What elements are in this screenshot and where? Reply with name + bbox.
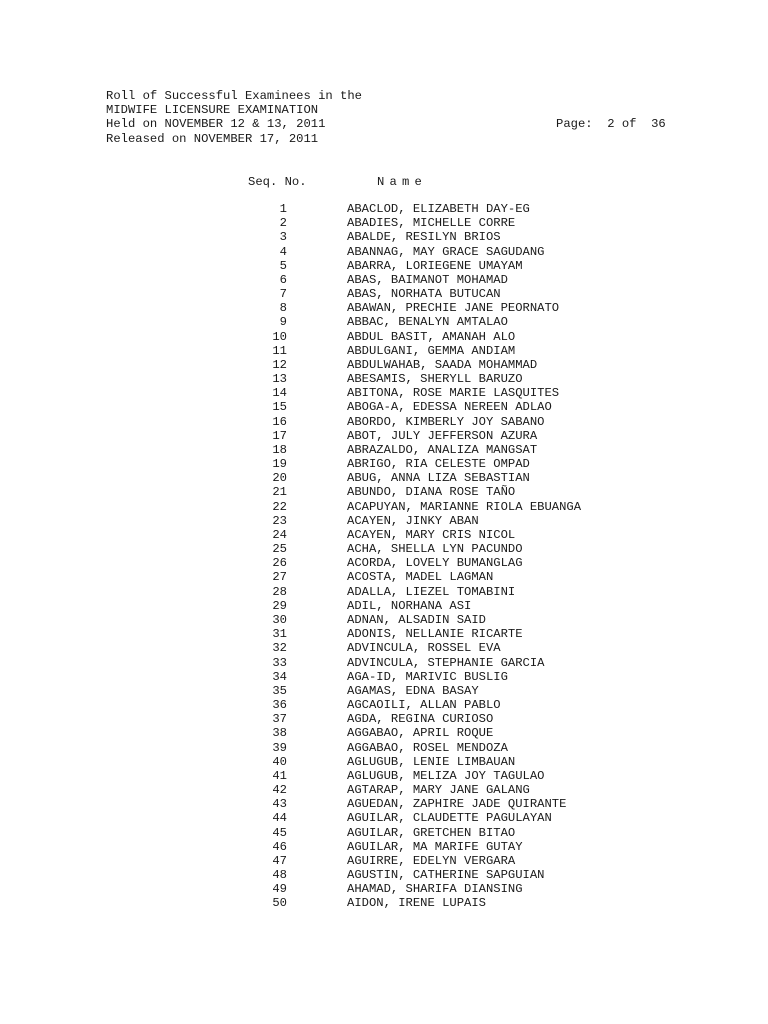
examinee-name: ABAWAN, PRECHIE JANE PEORNATO (347, 301, 560, 316)
examinee-name: AGUIRRE, EDELYN VERGARA (347, 853, 516, 868)
examinee-name: ADIL, NORHANA ASI (347, 598, 472, 613)
column-header-seq: Seq. No. (248, 175, 307, 189)
examinee-name: ABUG, ANNA LIZA SEBASTIAN (347, 471, 530, 486)
seq-number: 46 (272, 839, 287, 854)
list-item (0, 613, 768, 627)
list-item (0, 315, 768, 329)
list-item (0, 230, 768, 244)
seq-number: 5 (279, 258, 287, 273)
seq-number: 12 (272, 357, 287, 372)
examinee-name: ABESAMIS, SHERYLL BARUZO (347, 372, 523, 387)
examinee-name: AGUILAR, CLAUDETTE PAGULAYAN (347, 811, 552, 826)
examinee-name: ABACLOD, ELIZABETH DAY-EG (347, 202, 530, 216)
list-item (0, 570, 768, 584)
list-item (0, 245, 768, 259)
examinee-name: AGUEDAN, ZAPHIRE JADE QUIRANTE (347, 797, 567, 812)
header-title: Roll of Successful Examinees in the (106, 89, 362, 103)
list-item (0, 712, 768, 726)
list-item (0, 344, 768, 358)
list-item (0, 826, 768, 840)
list-item (0, 656, 768, 670)
examinee-name: AGAMAS, EDNA BASAY (347, 683, 479, 698)
examinee-name: ABDULGANI, GEMMA ANDIAM (347, 343, 516, 358)
examinee-name: ABORDO, KIMBERLY JOY SABANO (347, 414, 545, 429)
examinee-name: ABADIES, MICHELLE CORRE (347, 216, 516, 231)
examinee-name: ADVINCULA, STEPHANIE GARCIA (347, 655, 545, 670)
seq-number: 2 (279, 216, 287, 231)
examinee-name: ABOT, JULY JEFFERSON AZURA (347, 428, 538, 443)
examinee-name: AGGABAO, APRIL ROQUE (347, 726, 494, 741)
seq-number: 20 (272, 471, 287, 486)
header-release-date: Released on NOVEMBER 17, 2011 (106, 132, 319, 146)
seq-number: 6 (279, 272, 287, 287)
seq-number: 33 (272, 655, 287, 670)
list-item (0, 542, 768, 556)
list-item (0, 471, 768, 485)
seq-number: 10 (272, 329, 287, 344)
seq-number: 50 (272, 896, 287, 911)
examinee-name: ABALDE, RESILYN BRIOS (347, 230, 501, 245)
list-item (0, 330, 768, 344)
examinee-name: AGUILAR, MA MARIFE GUTAY (347, 839, 523, 854)
examinee-name: ABAS, BAIMANOT MOHAMAD (347, 272, 508, 287)
examinee-name: ABDULWAHAB, SAADA MOHAMMAD (347, 357, 538, 372)
list-item (0, 797, 768, 811)
list-item (0, 400, 768, 414)
list-item (0, 585, 768, 599)
examinee-name: AGGABAO, ROSEL MENDOZA (347, 740, 508, 755)
list-item (0, 485, 768, 499)
examinee-name: ABANNAG, MAY GRACE SAGUDANG (347, 244, 545, 259)
seq-number: 4 (279, 244, 287, 259)
seq-number: 42 (272, 783, 287, 798)
seq-number: 14 (272, 386, 287, 401)
seq-number: 21 (272, 485, 287, 500)
seq-number: 25 (272, 542, 287, 557)
list-item (0, 259, 768, 273)
list-item (0, 627, 768, 641)
list-item (0, 202, 768, 216)
seq-number: 11 (272, 343, 287, 358)
examinee-name: ACORDA, LOVELY BUMANGLAG (347, 556, 523, 571)
seq-number: 1 (279, 202, 287, 216)
seq-number: 13 (272, 372, 287, 387)
examinee-name: AGA-ID, MARIVIC BUSLIG (347, 669, 508, 684)
list-item (0, 698, 768, 712)
seq-number: 8 (279, 301, 287, 316)
seq-number: 40 (272, 754, 287, 769)
header-exam-name: MIDWIFE LICENSURE EXAMINATION (106, 103, 319, 117)
seq-number: 27 (272, 570, 287, 585)
list-item (0, 726, 768, 740)
examinee-name: AGTARAP, MARY JANE GALANG (347, 783, 530, 798)
examinee-list (0, 202, 768, 911)
seq-number: 15 (272, 400, 287, 415)
examinee-name: ABDUL BASIT, AMANAH ALO (347, 329, 516, 344)
examinee-name: ACAPUYAN, MARIANNE RIOLA EBUANGA (347, 499, 582, 514)
examinee-name: AGLUGUB, LENIE LIMBAUAN (347, 754, 516, 769)
list-item (0, 301, 768, 315)
list-item (0, 811, 768, 825)
seq-number: 49 (272, 882, 287, 897)
list-item (0, 769, 768, 783)
seq-number: 17 (272, 428, 287, 443)
seq-number: 24 (272, 527, 287, 542)
list-item (0, 556, 768, 570)
seq-number: 19 (272, 457, 287, 472)
list-item (0, 273, 768, 287)
seq-number: 30 (272, 612, 287, 627)
list-item (0, 896, 768, 910)
examinee-name: AIDON, IRENE LUPAIS (347, 896, 486, 911)
seq-number: 22 (272, 499, 287, 514)
seq-number: 39 (272, 740, 287, 755)
seq-number: 35 (272, 683, 287, 698)
seq-number: 32 (272, 641, 287, 656)
seq-number: 41 (272, 768, 287, 783)
examinee-name: AGCAOILI, ALLAN PABLO (347, 698, 501, 713)
list-item (0, 386, 768, 400)
seq-number: 48 (272, 868, 287, 883)
examinee-name: ABBAC, BENALYN AMTALAO (347, 315, 508, 330)
seq-number: 9 (279, 315, 287, 330)
column-header-name: Name (377, 175, 428, 189)
list-item (0, 755, 768, 769)
examinee-name: ACAYEN, JINKY ABAN (347, 513, 479, 528)
list-item (0, 443, 768, 457)
list-item (0, 429, 768, 443)
list-item (0, 358, 768, 372)
examinee-name: ABITONA, ROSE MARIE LASQUITES (347, 386, 560, 401)
examinee-name: ABAS, NORHATA BUTUCAN (347, 287, 501, 302)
examinee-name: ACOSTA, MADEL LAGMAN (347, 570, 494, 585)
seq-number: 23 (272, 513, 287, 528)
list-item (0, 854, 768, 868)
list-item (0, 457, 768, 471)
seq-number: 47 (272, 853, 287, 868)
seq-number: 18 (272, 442, 287, 457)
seq-number: 16 (272, 414, 287, 429)
seq-number: 37 (272, 712, 287, 727)
examinee-name: ABUNDO, DIANA ROSE TAÑO (347, 485, 516, 500)
list-item (0, 670, 768, 684)
examinee-name: ADALLA, LIEZEL TOMABINI (347, 584, 516, 599)
seq-number: 44 (272, 811, 287, 826)
list-item (0, 372, 768, 386)
list-item (0, 840, 768, 854)
seq-number: 7 (279, 287, 287, 302)
header-held-date: Held on NOVEMBER 12 & 13, 2011 (106, 117, 326, 131)
examinee-name: ABOGA-A, EDESSA NEREEN ADLAO (347, 400, 552, 415)
examinee-name: AGUILAR, GRETCHEN BITAO (347, 825, 516, 840)
examinee-name: ACAYEN, MARY CRIS NICOL (347, 527, 516, 542)
examinee-name: AGLUGUB, MELIZA JOY TAGULAO (347, 768, 545, 783)
list-item (0, 641, 768, 655)
seq-number: 29 (272, 598, 287, 613)
list-item (0, 514, 768, 528)
list-item (0, 868, 768, 882)
list-item (0, 783, 768, 797)
list-item (0, 684, 768, 698)
list-item (0, 500, 768, 514)
page-indicator: Page: 2 of 36 (556, 117, 666, 131)
seq-number: 26 (272, 556, 287, 571)
examinee-name: ADVINCULA, ROSSEL EVA (347, 641, 501, 656)
list-item (0, 599, 768, 613)
list-item (0, 415, 768, 429)
seq-number: 34 (272, 669, 287, 684)
examinee-name: ADONIS, NELLANIE RICARTE (347, 627, 523, 642)
seq-number: 43 (272, 797, 287, 812)
examinee-name: AGUSTIN, CATHERINE SAPGUIAN (347, 868, 545, 883)
list-item (0, 882, 768, 896)
list-item (0, 287, 768, 301)
examinee-name: ABRAZALDO, ANALIZA MANGSAT (347, 442, 538, 457)
seq-number: 31 (272, 627, 287, 642)
seq-number: 28 (272, 584, 287, 599)
seq-number: 38 (272, 726, 287, 741)
examinee-name: ABRIGO, RIA CELESTE OMPAD (347, 457, 530, 472)
seq-number: 36 (272, 698, 287, 713)
examinee-name: ACHA, SHELLA LYN PACUNDO (347, 542, 523, 557)
list-item (0, 741, 768, 755)
examinee-name: AGDA, REGINA CURIOSO (347, 712, 494, 727)
examinee-name: AHAMAD, SHARIFA DIANSING (347, 882, 523, 897)
seq-number: 3 (279, 230, 287, 245)
seq-number: 45 (272, 825, 287, 840)
list-item (0, 528, 768, 542)
examinee-name: ADNAN, ALSADIN SAID (347, 612, 486, 627)
examinee-name: ABARRA, LORIEGENE UMAYAM (347, 258, 523, 273)
list-item (0, 216, 768, 230)
